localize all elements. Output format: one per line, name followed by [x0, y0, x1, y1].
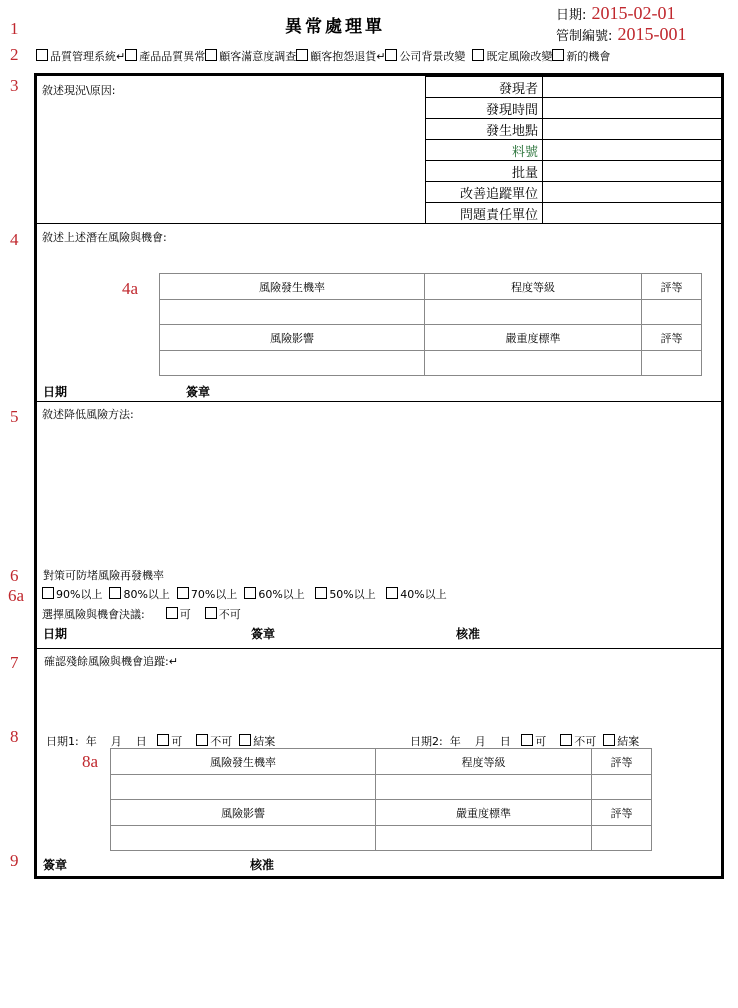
- category-label: 顧客滿意度調查: [219, 50, 297, 63]
- percent-label: 40%以上: [400, 588, 447, 601]
- sign-label: 簽章: [186, 385, 211, 399]
- prevention-percent-options: [42, 586, 447, 602]
- checkbox[interactable]: [386, 587, 398, 599]
- section-divider: [34, 401, 721, 402]
- row-marker-7: 7: [10, 653, 19, 672]
- row-marker-5: 5: [10, 407, 19, 426]
- row-marker-9: 9: [10, 851, 19, 870]
- risk-cell[interactable]: [376, 826, 592, 851]
- date-label: 日期: [43, 627, 68, 641]
- risk-cell[interactable]: [160, 300, 425, 325]
- percent-label: 80%以上: [123, 588, 170, 601]
- risk-cell[interactable]: [642, 300, 702, 325]
- percent-label: 90%以上: [56, 588, 103, 601]
- checkbox[interactable]: [166, 607, 178, 619]
- section-divider: [34, 648, 721, 649]
- field-label: 改善追蹤單位: [426, 182, 543, 203]
- control-number-value[interactable]: 2015-001: [617, 24, 687, 44]
- checkbox[interactable]: [521, 734, 533, 746]
- risk-header: 風險發生機率: [111, 749, 376, 775]
- field-input[interactable]: [543, 203, 724, 224]
- field-input[interactable]: [543, 140, 724, 161]
- checkbox[interactable]: [603, 734, 615, 746]
- date2-label: 日期2:: [410, 735, 443, 748]
- incident-info-table: [425, 76, 724, 223]
- row-marker-3: 3: [10, 76, 19, 95]
- control-number-block: [556, 24, 686, 45]
- field-label: 發現者: [426, 77, 543, 98]
- option-label: 可: [535, 735, 547, 748]
- percent-label: 60%以上: [258, 588, 305, 601]
- date-value[interactable]: 2015-02-01: [591, 3, 676, 23]
- decision-option: 可: [179, 608, 191, 621]
- checkbox[interactable]: [560, 734, 572, 746]
- row-marker-2: 2: [10, 45, 19, 64]
- category-label: 顧客抱怨退貨↵: [310, 50, 386, 63]
- checkbox[interactable]: [125, 49, 137, 61]
- tracking-date2-row: [410, 733, 639, 749]
- checkbox[interactable]: [239, 734, 251, 746]
- risk-header: 嚴重度標準: [425, 325, 642, 351]
- category-label: 品質管理系統↵: [50, 50, 126, 63]
- category-label: 新的機會: [566, 50, 611, 63]
- decision-label: 選擇風險與機會決議:: [42, 608, 145, 621]
- checkbox[interactable]: [472, 49, 484, 61]
- risk-header: 程度等級: [376, 749, 592, 775]
- approve-label: 核准: [456, 627, 481, 641]
- approve-label: 核准: [250, 858, 275, 872]
- date-block: [556, 3, 675, 24]
- section-divider: [34, 223, 721, 224]
- year-label: 年: [85, 735, 97, 748]
- risk-header: 風險發生機率: [160, 274, 425, 300]
- checkbox[interactable]: [36, 49, 48, 61]
- decision-row: [42, 606, 241, 622]
- checkbox[interactable]: [315, 587, 327, 599]
- field-label: 批量: [426, 161, 543, 182]
- risk-header: 評等: [592, 800, 652, 826]
- checkbox[interactable]: [109, 587, 121, 599]
- year-label: 年: [449, 735, 461, 748]
- day-label: 日: [135, 735, 147, 748]
- option-label: 結案: [253, 735, 276, 748]
- category-label: 產品品質異常: [139, 50, 206, 63]
- sign-label: 簽章: [251, 627, 276, 641]
- risk-cell[interactable]: [160, 351, 425, 376]
- checkbox[interactable]: [244, 587, 256, 599]
- page-title: 異常處理單: [285, 17, 385, 37]
- checkbox[interactable]: [157, 734, 169, 746]
- risk-header: 評等: [642, 325, 702, 351]
- field-label: 問題責任單位: [426, 203, 543, 224]
- risk-assessment-table: [159, 273, 702, 376]
- situation-label: 敘述現況\原因:: [42, 84, 116, 97]
- risk-header: 風險影響: [160, 325, 425, 351]
- percent-label: 70%以上: [190, 588, 238, 601]
- date1-label: 日期1:: [46, 735, 79, 748]
- risk-header: 評等: [592, 749, 652, 775]
- risk-opportunity-label: 敘述上述潛在風險與機會:: [42, 231, 167, 244]
- checkbox[interactable]: [177, 587, 189, 599]
- prevention-label: 對策可防堵風險再發機率: [43, 569, 164, 582]
- option-label: 可: [171, 735, 183, 748]
- checkbox[interactable]: [552, 49, 564, 61]
- risk-cell[interactable]: [111, 826, 376, 851]
- date-label: 日期: [43, 385, 68, 399]
- option-label: 結案: [617, 735, 640, 748]
- row-marker-8a: 8a: [82, 752, 99, 771]
- mitigation-label: 敘述降低風險方法:: [42, 408, 134, 421]
- field-input[interactable]: [543, 98, 724, 119]
- field-input[interactable]: [543, 119, 724, 140]
- risk-header: 程度等級: [425, 274, 642, 300]
- row-marker-1: 1: [10, 19, 19, 38]
- month-label: 月: [474, 735, 486, 748]
- risk-cell[interactable]: [592, 826, 652, 851]
- risk-cell[interactable]: [425, 351, 642, 376]
- field-input[interactable]: [543, 182, 724, 203]
- category-checkbox-row: [36, 48, 610, 64]
- row-marker-6: 6: [10, 566, 19, 585]
- row-marker-4a: 4a: [122, 279, 139, 298]
- sign-label: 簽章: [43, 858, 68, 872]
- risk-cell[interactable]: [111, 775, 376, 800]
- risk-cell[interactable]: [592, 775, 652, 800]
- risk-header: 評等: [642, 274, 702, 300]
- residual-risk-label: 確認殘餘風險與機會追蹤:↵: [44, 655, 178, 668]
- checkbox[interactable]: [42, 587, 54, 599]
- field-input[interactable]: [543, 77, 724, 98]
- field-label: 發現時間: [426, 98, 543, 119]
- field-input[interactable]: [543, 161, 724, 182]
- category-label: 既定風險改變: [486, 50, 553, 63]
- field-label: 料號: [426, 140, 543, 161]
- tracking-date1-row: [46, 733, 275, 749]
- control-number-label: 管制編號:: [556, 29, 613, 44]
- risk-header: 風險影響: [111, 800, 376, 826]
- checkbox[interactable]: [196, 734, 208, 746]
- risk-cell[interactable]: [425, 300, 642, 325]
- row-marker-4: 4: [10, 230, 19, 249]
- risk-header: 嚴重度標準: [376, 800, 592, 826]
- option-label: 不可: [210, 735, 233, 748]
- month-label: 月: [110, 735, 122, 748]
- date-label: 日期:: [556, 8, 587, 23]
- option-label: 不可: [574, 735, 597, 748]
- checkbox[interactable]: [296, 49, 308, 61]
- day-label: 日: [499, 735, 511, 748]
- percent-label: 50%以上: [329, 588, 376, 601]
- row-marker-6a: 6a: [8, 586, 25, 605]
- category-label: 公司背景改變: [399, 50, 466, 63]
- checkbox[interactable]: [205, 49, 217, 61]
- decision-option: 不可: [218, 608, 241, 621]
- row-marker-8: 8: [10, 727, 19, 746]
- checkbox[interactable]: [205, 607, 217, 619]
- residual-risk-table: [110, 748, 652, 851]
- checkbox[interactable]: [385, 49, 397, 61]
- risk-cell[interactable]: [376, 775, 592, 800]
- field-label: 發生地點: [426, 119, 543, 140]
- risk-cell[interactable]: [642, 351, 702, 376]
